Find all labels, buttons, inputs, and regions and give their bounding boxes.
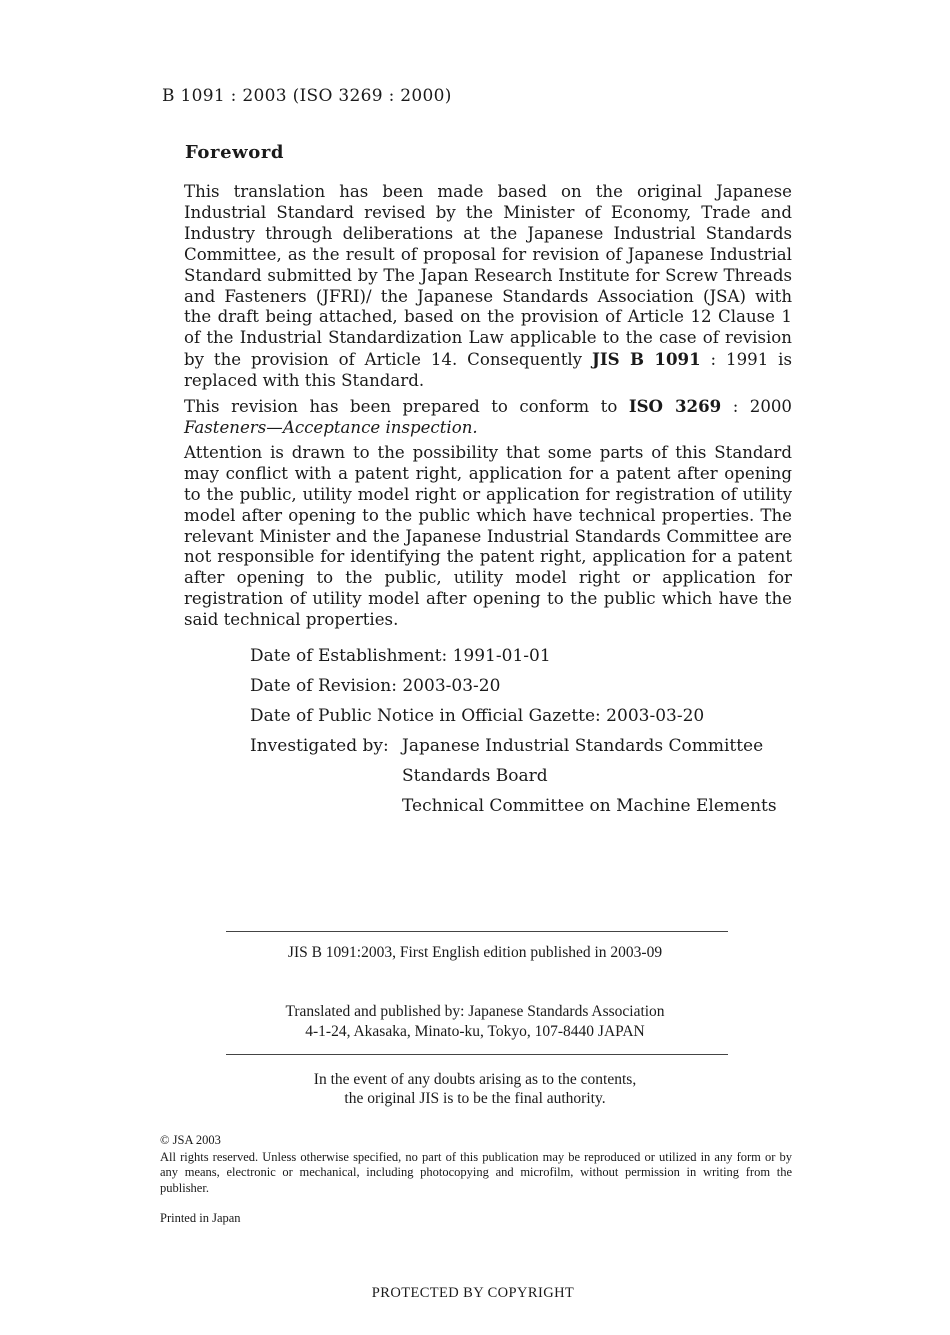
standard-title: Fasteners—Acceptance inspection. [184, 417, 478, 437]
standard-reference: ISO 3269 [628, 396, 722, 417]
rights-statement: All rights reserved. Unless otherwise specified, no part of this publication may be reproduced or utilized in any form or by any means, electronic or mechanical, including photocopying and microfilm, without permission in writing from the publisher. [160, 1150, 792, 1195]
paragraph-text: This revision has been prepared to conform to [184, 397, 618, 417]
foreword-paragraph-1 [184, 182, 792, 392]
foreword-body [184, 182, 792, 631]
copyright-notice: © JSA 2003 [160, 1133, 221, 1147]
edition-line: JIS B 1091:2003, First English edition published in 2003-09 [287, 944, 663, 961]
paragraph-text: This translation has been made based on the original Japanese Industrial Standard revised by the Minister of Economy, Trade and Industry through deliberations at the Japanese Industrial Standards Committee, as the result of proposal for revision of Japanese Industrial Standard submitted by The Japan Research Institute for Screw Threads and Fasteners (JFRI)/ the Japanese Standards Association (JSA) with the draft being attached, based on the provision of Article 12 Clause 1 of the Industrial Standardization Law applicable to the case of revision by the provision of Article 14. Consequently [184, 182, 792, 370]
standard-year: : 2000 [732, 397, 792, 417]
paragraph-text: : 1991 is replaced with this Standard. [184, 350, 793, 391]
foreword-paragraph-3 [184, 443, 792, 631]
investigated-by-entry: Japanese Industrial Standards Committee [402, 736, 764, 756]
investigated-by-label: Investigated by: [250, 736, 389, 756]
paragraph-text: Attention is drawn to the possibility that some parts of this Standard may conflict with a patent right, application for a patent after opening to the public, utility model right or application for registration of utility model after opening to the public which have technical properties. The relevant Minister and the Japanese Industrial Standards Committee are not responsible for identifying the patent right, application for a patent after opening to the public, utility model right or application for registration of utility model after opening to the public which have the said technical properties. [184, 442, 792, 630]
investigated-by-entry: Technical Committee on Machine Elements [402, 796, 777, 816]
publisher-line: Translated and published by: Japanese Standards Association [285, 1003, 665, 1020]
investigated-by-entry: Standards Board [402, 766, 548, 786]
foreword-paragraph-2 [184, 396, 792, 439]
date-of-public-notice: Date of Public Notice in Official Gazette: 2003-03-20 [250, 706, 705, 726]
divider-bottom [226, 1054, 728, 1055]
publisher-address: 4-1-24, Akasaka, Minato-ku, Tokyo, 107-8440 JAPAN [305, 1023, 645, 1040]
printed-in: Printed in Japan [160, 1211, 241, 1225]
date-of-establishment: Date of Establishment: 1991-01-01 [250, 646, 551, 666]
protected-by-copyright-footer: PROTECTED BY COPYRIGHT [371, 1285, 575, 1301]
divider-top [226, 931, 728, 932]
date-of-revision: Date of Revision: 2003-03-20 [250, 676, 501, 696]
authority-notice-line-1: In the event of any doubts arising as to the contents, [313, 1071, 637, 1088]
foreword-title: Foreword [185, 142, 285, 163]
standard-reference: JIS B 1091 [591, 349, 701, 370]
authority-notice-line-2: the original JIS is to be the final authority. [344, 1090, 606, 1107]
document-code-header: B 1091 : 2003 (ISO 3269 : 2000) [162, 86, 452, 106]
